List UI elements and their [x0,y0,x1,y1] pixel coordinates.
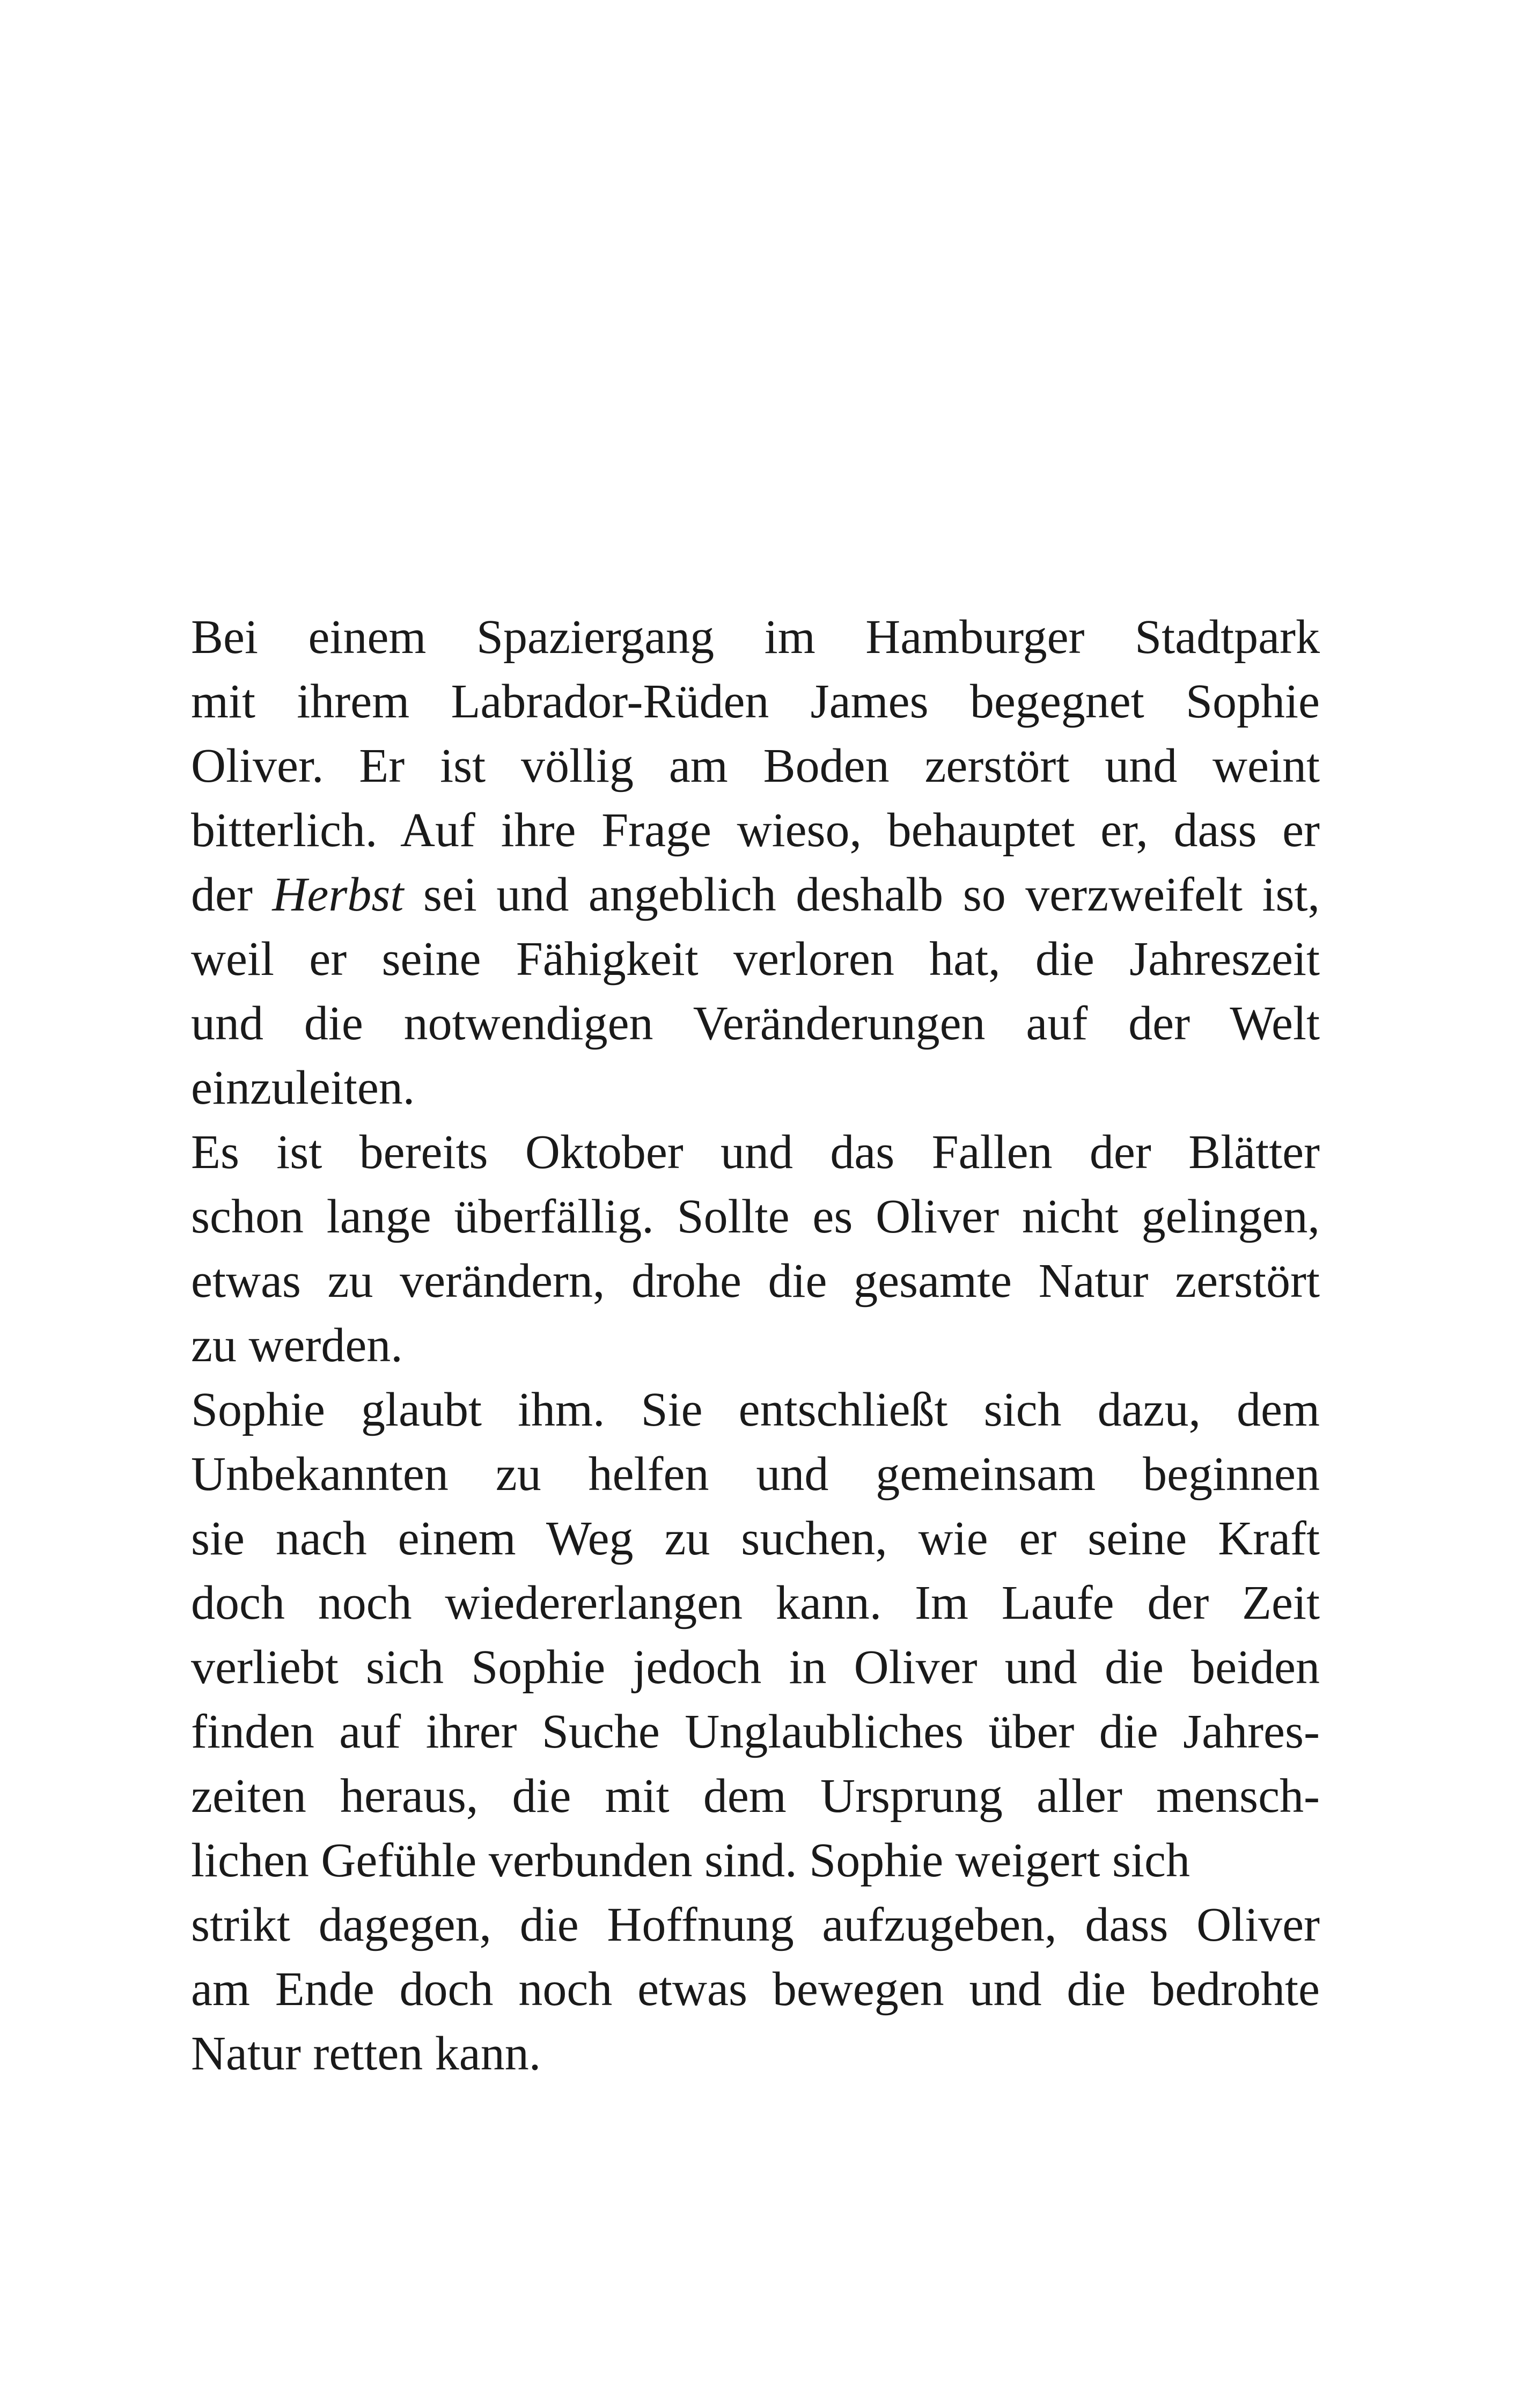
line-segment: der [191,868,273,921]
blurb-line: etwas zu verändern, drohe die gesamte Natur zerstört [191,1254,1320,1308]
blurb-line: und die notwendigen Veränderungen auf der Welt [191,997,1320,1050]
blurb-line: Bei einem Spaziergang im Hamburger Stadtpark [191,611,1320,664]
blurb-line: finden auf ihrer Suche Unglaubliches über die Jahres- [191,1705,1320,1758]
blurb-line: am Ende doch noch etwas bewegen und die bedrohte [191,1963,1320,2016]
blurb-line: lichen Gefühle verbunden sind. Sophie weigert sich [191,1834,1191,1887]
blurb-text [191,605,1320,2086]
blurb-line: Es ist bereits Oktober und das Fallen der Blätter [191,1126,1320,1179]
blurb-line: weil er seine Fähigkeit verloren hat, die Jahreszeit [191,933,1320,986]
blurb-line: verliebt sich Sophie jedoch in Oliver und die beiden [191,1641,1320,1694]
blurb-line: mit ihrem Labrador-Rüden James begegnet Sophie [191,675,1320,728]
blurb-line: zeiten heraus, die mit dem Ursprung aller mensch- [191,1770,1320,1823]
italic-word: Herbst [272,868,404,921]
blurb-line: Unbekannten zu helfen und gemeinsam beginnen [191,1448,1320,1501]
blurb-line: bitterlich. Auf ihre Frage wieso, behauptet er, dass er [191,804,1320,857]
blurb-line: sie nach einem Weg zu suchen, wie er seine Kraft [191,1512,1320,1565]
blurb-line: schon lange überfällig. Sollte es Oliver nicht gelingen, [191,1190,1320,1243]
line-segment: sei und angeblich deshalb so verzweifelt ist, [403,868,1320,921]
blurb-line: zu werden. [191,1319,403,1372]
blurb-line: strikt dagegen, die Hoffnung aufzugeben, dass Oliver [191,1898,1320,1951]
blurb-line: Sophie glaubt ihm. Sie entschließt sich dazu, dem [191,1383,1320,1436]
blurb-line: Natur retten kann. [191,2027,541,2080]
blurb-line: Oliver. Er ist völlig am Boden zerstört und weint [191,739,1320,792]
blurb-line: doch noch wiedererlangen kann. Im Laufe der Zeit [191,1576,1320,1629]
blurb-line [191,863,1320,927]
blurb-line: einzuleiten. [191,1061,415,1114]
